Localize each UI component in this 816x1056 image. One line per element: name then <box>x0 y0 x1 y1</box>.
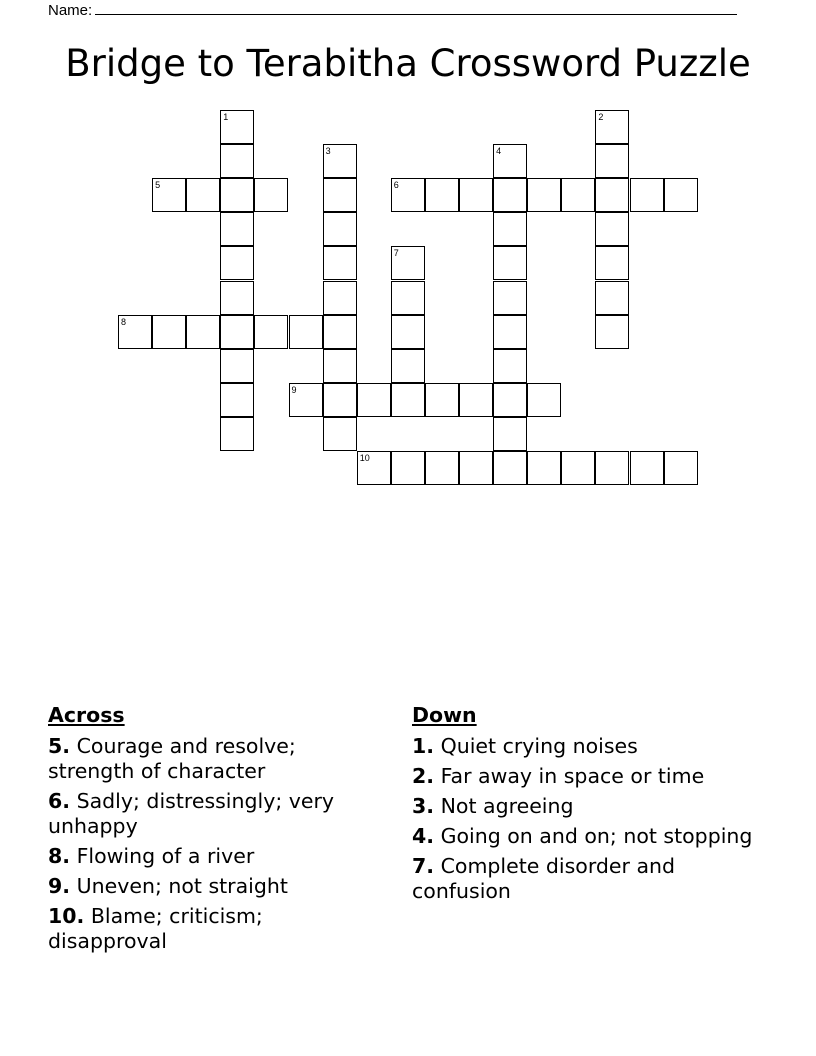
clue-number: 9 <box>291 384 297 395</box>
across-clue-9: 9. Uneven; not straight <box>48 874 288 898</box>
grid-cell[interactable] <box>664 178 698 212</box>
down-clue-7: 7. Complete disorder and confusion <box>412 854 676 903</box>
grid-cell[interactable] <box>595 178 629 212</box>
grid-cell[interactable] <box>527 178 561 212</box>
clue-number: 10 <box>359 453 370 463</box>
grid-cell[interactable] <box>493 178 527 212</box>
down-heading: Down <box>412 703 477 727</box>
grid-cell[interactable] <box>493 315 527 349</box>
grid-cell[interactable] <box>289 315 323 349</box>
across-clue-5: 5. Courage and resolve; strength of character <box>48 734 296 783</box>
grid-cell[interactable] <box>595 246 629 280</box>
grid-cell[interactable] <box>220 212 254 246</box>
grid-cell[interactable] <box>391 451 425 485</box>
down-clue-4: 4. Going on and on; not stopping <box>412 824 753 848</box>
clue-number: 6 <box>393 180 399 191</box>
grid-cell[interactable] <box>595 451 629 485</box>
grid-cell[interactable] <box>254 178 288 212</box>
grid-cell[interactable] <box>595 212 629 246</box>
grid-cell[interactable] <box>493 246 527 280</box>
clue-number: 8 <box>121 316 127 327</box>
grid-cell[interactable] <box>595 110 629 144</box>
grid-cell[interactable] <box>561 451 595 485</box>
grid-cell[interactable] <box>459 178 493 212</box>
grid-cell[interactable] <box>493 212 527 246</box>
grid-cell[interactable] <box>186 315 220 349</box>
grid-cell[interactable] <box>289 383 323 417</box>
across-clue-10: 10. Blame; criticism; disapproval <box>48 904 263 953</box>
across-heading: Across <box>48 703 125 727</box>
grid-cell[interactable] <box>220 349 254 383</box>
grid-cell[interactable] <box>459 451 493 485</box>
across-clue-8: 8. Flowing of a river <box>48 844 255 868</box>
grid-cell[interactable] <box>323 178 357 212</box>
grid-cell[interactable] <box>493 281 527 315</box>
grid-cell[interactable] <box>152 315 186 349</box>
grid-cell[interactable] <box>630 451 664 485</box>
grid-cell[interactable] <box>391 315 425 349</box>
grid-cell[interactable] <box>118 315 152 349</box>
name-field[interactable] <box>48 0 737 19</box>
grid-cell[interactable] <box>595 315 629 349</box>
grid-cell[interactable] <box>425 178 459 212</box>
grid-cell[interactable] <box>595 281 629 315</box>
page-title: Bridge to Terabitha Crossword Puzzle <box>65 42 751 85</box>
grid-cell[interactable] <box>527 383 561 417</box>
grid-cell[interactable] <box>391 246 425 280</box>
grid-cell[interactable] <box>323 144 357 178</box>
down-clue-3: 3. Not agreeing <box>412 794 574 818</box>
down-clues <box>412 703 762 909</box>
grid-cell[interactable] <box>357 383 391 417</box>
grid-cell[interactable] <box>493 451 527 485</box>
grid-cell[interactable] <box>220 246 254 280</box>
grid-cell[interactable] <box>391 383 425 417</box>
grid-cell[interactable] <box>220 144 254 178</box>
grid-cell[interactable] <box>323 246 357 280</box>
clue-number: 7 <box>393 248 399 259</box>
grid-cell[interactable] <box>595 144 629 178</box>
grid-cell[interactable] <box>459 383 493 417</box>
across-clues <box>48 703 388 959</box>
clue-number: 3 <box>325 146 331 157</box>
grid-cell[interactable] <box>493 349 527 383</box>
grid-cell[interactable] <box>323 212 357 246</box>
grid-cell[interactable] <box>323 417 357 451</box>
grid-cell[interactable] <box>664 451 698 485</box>
grid-cell[interactable] <box>323 315 357 349</box>
clue-number: 5 <box>155 180 161 191</box>
grid-cell[interactable] <box>220 281 254 315</box>
grid-cell[interactable] <box>152 178 186 212</box>
name-underline[interactable] <box>95 0 737 15</box>
down-clue-1: 1. Quiet crying noises <box>412 734 638 758</box>
grid-cell[interactable] <box>220 110 254 144</box>
name-label: Name: <box>48 2 93 19</box>
grid-cell[interactable] <box>391 349 425 383</box>
grid-cell[interactable] <box>493 144 527 178</box>
grid-cell[interactable] <box>220 383 254 417</box>
grid-cell[interactable] <box>323 383 357 417</box>
down-clue-2: 2. Far away in space or time <box>412 764 705 788</box>
grid-cell[interactable] <box>425 451 459 485</box>
grid-cell[interactable] <box>357 451 391 485</box>
grid-cell[interactable] <box>323 349 357 383</box>
clue-number: 2 <box>598 112 604 122</box>
grid-cell[interactable] <box>425 383 459 417</box>
grid-cell[interactable] <box>220 417 254 451</box>
across-clue-6: 6. Sadly; distressingly; very unhappy <box>48 789 335 838</box>
grid-cell[interactable] <box>323 281 357 315</box>
grid-cell[interactable] <box>391 178 425 212</box>
grid-cell[interactable] <box>254 315 288 349</box>
clue-number: 4 <box>496 146 502 157</box>
grid-cell[interactable] <box>220 315 254 349</box>
grid-cell[interactable] <box>186 178 220 212</box>
grid-cell[interactable] <box>493 383 527 417</box>
grid-cell[interactable] <box>493 417 527 451</box>
grid-cell[interactable] <box>561 178 595 212</box>
clue-number: 1 <box>223 112 229 122</box>
grid-cell[interactable] <box>220 178 254 212</box>
grid-cell[interactable] <box>527 451 561 485</box>
grid-cell[interactable] <box>630 178 664 212</box>
grid-cell[interactable] <box>391 281 425 315</box>
